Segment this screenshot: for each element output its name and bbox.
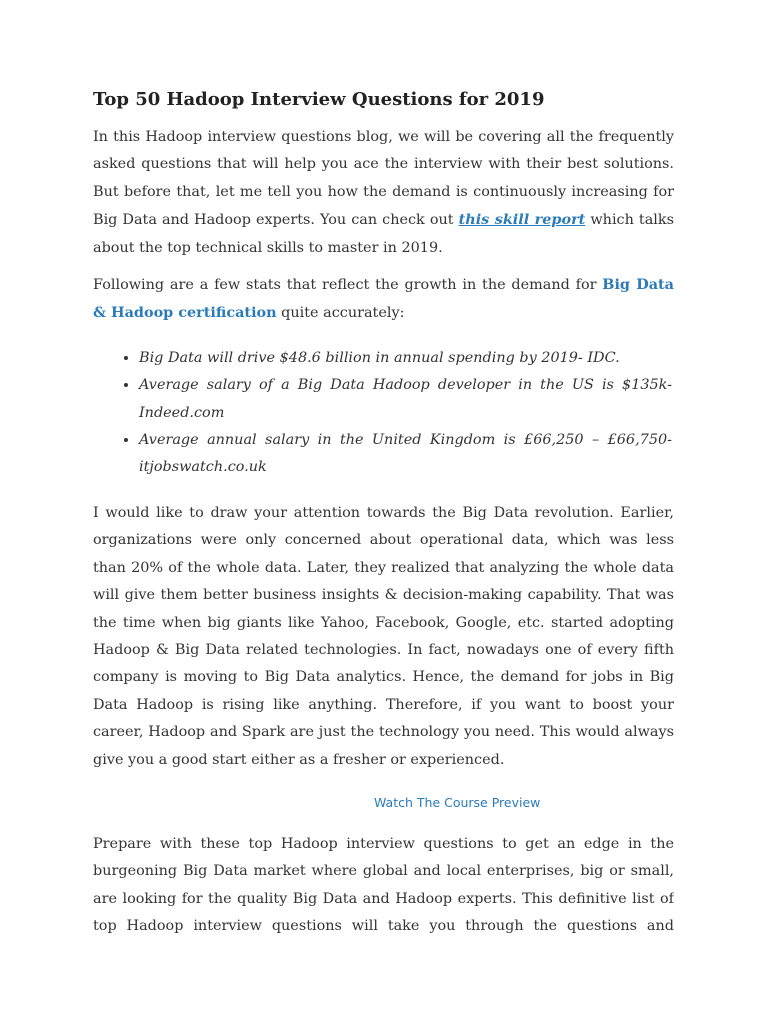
intro-text-before: In this Hadoop interview questions blog, we will be covering all the frequently asked questions that will help you ace the interview with their best solutions. But before that, let me tell you how the demand is continuously increasing for Big Data and Hadoop experts. You can check out [93, 129, 674, 229]
list-item: • Average salary of a Big Data Hadoop developer in the US is $135k- Indeed.com [139, 372, 674, 427]
intro-text-after: which talks about the top technical skills to master in 2019. [93, 212, 674, 256]
stats-intro-text-before: Following are a few stats that reflect the growth in the demand for [93, 277, 603, 294]
stats-list [93, 345, 674, 482]
stats-intro-paragraph [93, 271, 674, 328]
skill-report-link[interactable]: this skill report [458, 211, 586, 229]
list-item: • Average annual salary in the United Kingdom is £66,250 – £66,750- itjobswatch.co.uk [139, 427, 674, 482]
article [93, 86, 674, 941]
stats-intro-text-after: quite accurately: [276, 305, 405, 322]
list-item: • Big Data will drive $48.6 billion in annual spending by 2019- IDC. [139, 345, 674, 372]
revolution-paragraph: I would like to draw your attention towards the Big Data revolution. Earlier, organizations were only concerned about operational data, which was less than 20% of the whole data. Later, they realized that analyzing the whole data will give them better business insights & decision-making capability. That was the time when big giants like Yahoo, Facebook, Google, etc. started adopting Hadoop & Big Data related technologies. In fact, nowadays one of every fifth company is moving to Big Data analytics. Hence, the demand for jobs in Big Data Hadoop is rising like anything. Therefore, if you want to boost your career, Hadoop and Spark are just the technology you need. This would always give you a good start either as a fresher or experienced. [93, 504, 674, 768]
certification-link[interactable]: Big Data & Hadoop certification [93, 276, 674, 322]
preview-link-container [93, 790, 674, 816]
page-title: Top 50 Hadoop Interview Questions for 2019 [93, 89, 545, 110]
intro-paragraph [93, 124, 674, 262]
prepare-paragraph: Prepare with these top Hadoop interview questions to get an edge in the burgeoning Big Data market where global and local enterprises, big or small, are looking for the quality Big Data and Hadoop experts. This definitive list of top Hadoop interview questions will take you through the questions and [93, 835, 674, 935]
course-preview-link[interactable]: Watch The Course Preview [374, 794, 541, 810]
